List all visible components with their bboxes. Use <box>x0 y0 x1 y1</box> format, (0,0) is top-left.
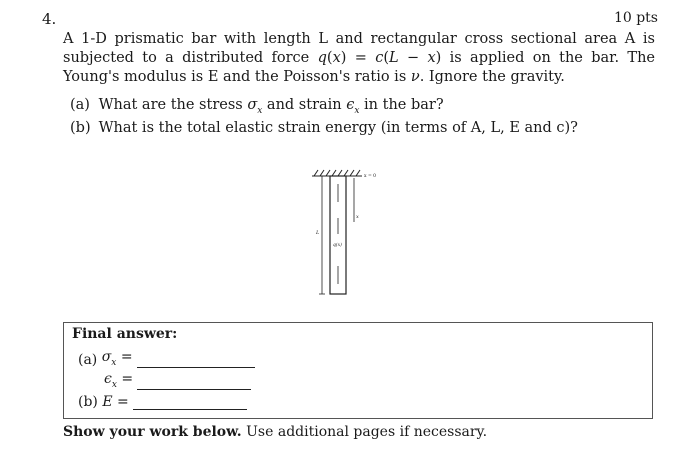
label-L: L <box>316 230 320 236</box>
answer-row-energy <box>78 394 247 410</box>
part-b <box>70 120 578 136</box>
answer-row-strain <box>104 371 251 390</box>
poisson-symbol: ν <box>410 69 420 85</box>
answer-b-tag: (b) <box>78 394 98 410</box>
footer-instructions <box>63 424 487 440</box>
answer-row-stress <box>78 349 255 368</box>
label-x: x <box>356 214 359 220</box>
statement-text-2: is applied on the bar. The Young's modulus is E and the Poisson's ratio is <box>63 50 655 85</box>
strain-answer-label: $\epsilon_x$ = <box>104 371 134 390</box>
part-a-text-2: and strain <box>262 97 347 113</box>
energy-answer-blank[interactable] <box>133 395 247 410</box>
part-b-text: What is the total elastic strain energy (in terms of A, L, E and c)? <box>98 120 578 136</box>
answer-a-tag: (a) <box>78 351 98 368</box>
part-a-text-1: What are the stress <box>98 97 248 113</box>
footer-rest: Use additional pages if necessary. <box>241 424 488 440</box>
part-b-tag: (b) <box>70 120 91 136</box>
strain-answer-blank[interactable] <box>137 375 251 390</box>
final-answer-title: Final answer: <box>72 326 178 342</box>
statement-text-3: . Ignore the gravity. <box>419 69 565 85</box>
length-dimension <box>319 176 325 294</box>
stress-answer-label: $\sigma_x$ = <box>101 349 133 368</box>
fixed-support <box>312 170 362 176</box>
label-x-zero: x = 0 <box>364 174 377 179</box>
part-a <box>70 97 444 116</box>
footer-bold: Show your work below. <box>63 424 242 440</box>
points-label: 10 pts <box>613 10 658 26</box>
part-a-text-3: in the bar? <box>359 97 444 113</box>
force-expression: q(x) = c(L − x) <box>317 50 442 66</box>
question-number: 4. <box>42 10 57 28</box>
stress-symbol: $\sigma_x$ <box>247 97 263 116</box>
label-q: q(x) <box>333 243 342 248</box>
statement-text-1: A 1-D prismatic bar with length L and rectangular cross sectional area A is subjected to a distributed force <box>63 31 655 66</box>
part-a-tag: (a) <box>70 97 90 113</box>
strain-symbol: $\epsilon_x$ <box>346 97 360 116</box>
energy-answer-label: E = <box>102 394 129 410</box>
problem-statement <box>63 30 655 87</box>
stress-answer-blank[interactable] <box>137 353 255 368</box>
bar-diagram <box>300 160 400 310</box>
